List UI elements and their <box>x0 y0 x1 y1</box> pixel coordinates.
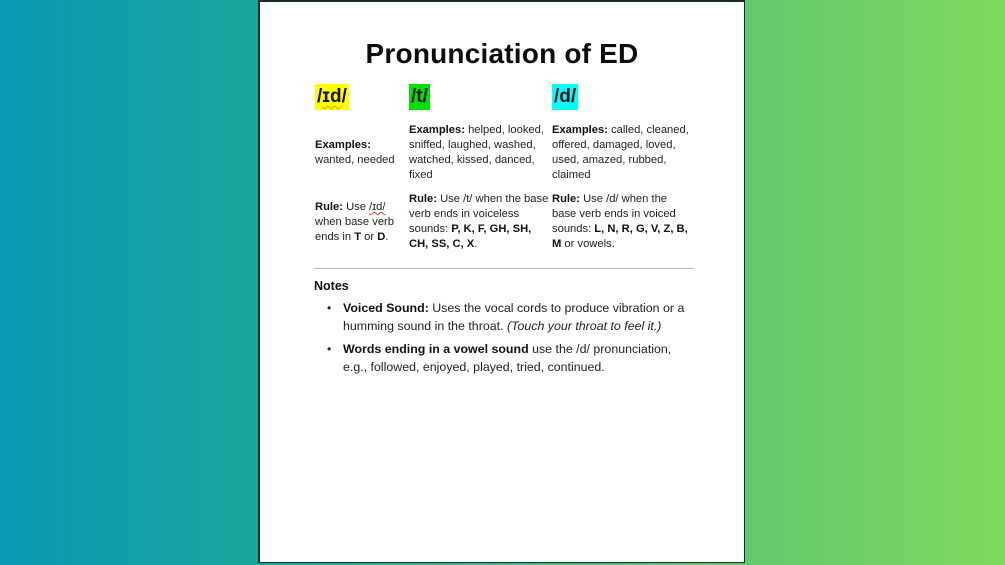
rule-block-t <box>409 192 551 252</box>
sound-slash-right: / <box>341 86 347 107</box>
page-title: Pronunciation of ED <box>365 38 639 69</box>
note-text: use the /d/ pronunciation, e.g., followed, enjoyed, played, tried, continued. <box>343 342 672 374</box>
examples-label: Examples: <box>409 124 465 136</box>
rule-text: Use /t/ when the base verb ends in voiceless sounds: <box>409 193 549 235</box>
examples-block-t <box>409 123 551 183</box>
rule-text: Use <box>342 201 370 213</box>
column-id-sound <box>315 84 405 243</box>
section-divider <box>314 268 694 269</box>
examples-text: wanted, needed <box>315 154 395 166</box>
rule-text: Use /d/ when the base verb ends in voiced sounds: <box>552 193 676 235</box>
document-page <box>258 0 745 563</box>
rule-text: when base verb ends in <box>315 216 394 243</box>
rule-letter: T <box>354 231 362 243</box>
list-item <box>314 300 694 335</box>
note-term: Voiced Sound: <box>343 301 429 315</box>
examples-label: Examples: <box>552 124 608 136</box>
rule-label: Rule: <box>315 201 343 213</box>
bullet-icon: • <box>327 301 332 315</box>
sound-slash-left: / <box>317 86 323 107</box>
sound-heading-id <box>315 84 349 110</box>
rule-text: . <box>385 231 389 243</box>
sound-heading-t: /t/ <box>409 84 430 110</box>
note-term: Words ending in a vowel sound <box>343 342 529 356</box>
rule-label: Rule: <box>552 193 580 205</box>
rule-label: Rule: <box>409 193 437 205</box>
sound-core-id: ɪd <box>322 86 342 107</box>
rule-text: or <box>361 231 378 243</box>
rule-block-id <box>315 200 405 245</box>
rule-sounds: P, K, F, GH, SH, CH, SS, C, X <box>409 223 532 250</box>
notes-list <box>314 300 694 382</box>
examples-text: called, cleaned, offered, damaged, loved, used, amazed, rubbed, claimed <box>552 124 689 181</box>
examples-text: helped, looked, sniffed, laughed, washed, watched, kissed, danced, fixed <box>409 124 544 181</box>
column-d-sound <box>552 84 694 250</box>
rule-text: . <box>474 238 478 250</box>
rule-block-d <box>552 192 694 252</box>
rule-ipa: /ɪd/ <box>369 201 386 213</box>
rule-text: or vowels. <box>561 238 615 250</box>
list-item <box>314 341 694 376</box>
examples-block-d <box>552 123 694 183</box>
examples-label: Examples: <box>315 139 371 151</box>
column-t-sound <box>409 84 551 250</box>
rule-sounds: L, N, R, G, V, Z, B, M <box>552 223 688 250</box>
note-hint: (Touch your throat to feel it.) <box>506 318 662 333</box>
sound-heading-d: /d/ <box>552 84 578 110</box>
notes-heading: Notes <box>314 279 349 293</box>
rule-letter: D <box>377 231 386 243</box>
examples-block-id <box>315 138 405 168</box>
bullet-icon: • <box>327 342 332 356</box>
note-text: Uses the vocal cords to produce vibration or a humming sound in the throat. <box>343 301 685 333</box>
